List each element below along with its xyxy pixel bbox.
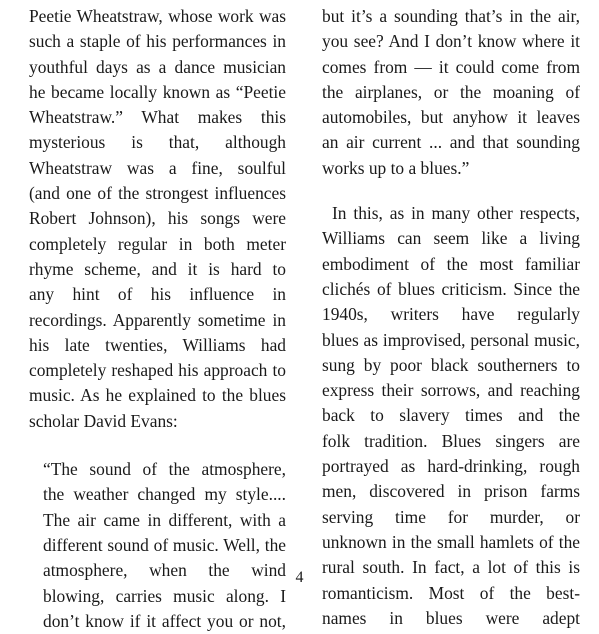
text-line: completely regular in both meter [29,233,286,254]
text-line: any hint of his influence in [29,284,286,305]
text-line: (and one of the strongest influences [29,183,286,204]
text-line: scholar David Evans: [29,410,178,431]
text-line: express their sorrows, and reaching [322,380,580,401]
quote-line: don’t know if it affect you or not, [43,610,286,631]
text-line: clichés of blues criticism. Since the [322,278,580,299]
text-line: Williams can seem like a living [322,228,580,249]
text-line: rural south. In fact, a lot of this is [322,557,580,578]
paragraph-wheatstraw [29,4,286,434]
text-line: Peetie Wheatstraw, whose work was [29,6,286,26]
text-line: portrayed as hard-drinking, rough [322,456,580,477]
quote-line: automobiles, but anyhow it leaves [322,107,580,128]
quote-line: the airplanes, or the moaning of [322,81,580,102]
text-line: such a staple of his performances in [29,31,286,52]
quote-line: atmosphere, when the wind [43,560,286,581]
text-line: Robert Johnson), his songs were [29,208,286,229]
left-column [29,4,286,634]
block-quote-continued [322,4,580,181]
text-line: romanticism. Most of the best- [322,582,580,603]
quote-line: “The sound of the atmosphere, [43,459,286,480]
text-line: recordings. Apparently sometime in [29,309,286,330]
text-line: In this, as in many other respects, [332,203,580,224]
quote-line: the weather changed my style.... [43,484,286,505]
text-line: music. As he explained to the blues [29,385,286,406]
right-column [322,4,580,631]
block-quote [29,457,286,634]
quote-line: comes from — it could come from [322,56,580,77]
quote-line: but it’s a sounding that’s in the air, [322,6,580,26]
text-line: 1940s, writers have regularly [322,304,580,325]
text-line: completely reshaped his approach to [29,360,286,381]
text-line: Wheatstraw.” What makes this [29,107,286,128]
quote-line: different sound of music. Well, the [43,534,286,555]
text-line: rhyme scheme, and it is hard to [29,258,286,279]
text-line: embodiment of the most familiar [322,253,580,274]
paragraph-blues-criticism [322,201,580,631]
quote-line: you see? And I don’t know where it [322,31,580,52]
text-line: he became locally known as “Peetie [29,81,286,102]
text-line: back to slavery times and the [322,405,580,426]
quote-line: The air came in different, with a [43,509,286,530]
text-line: his late twenties, Williams had [29,334,286,355]
quote-line: blowing, carries music along. I [43,585,286,606]
text-line: men, discovered in prison farms [322,481,580,502]
text-line: sung by poor black southerners to [322,354,580,375]
quote-line: an air current ... and that sounding [322,132,580,153]
page-number: 4 [295,569,304,586]
text-line: unknown in the small hamlets of the [322,531,580,552]
paragraph-gap [29,434,286,457]
text-line: Wheatstraw was a fine, soulful [29,157,286,178]
text-line: blues as improvised, personal music, [322,329,580,350]
text-line: serving time for murder, or [322,506,580,527]
quote-line: works up to a blues.” [322,157,470,178]
text-line: mysterious is that, although [29,132,286,153]
text-line: names in blues were adept [322,607,580,628]
text-line: folk tradition. Blues singers are [322,430,580,451]
paragraph-gap [322,181,580,201]
text-line: youthful days as a dance musician [29,56,286,77]
